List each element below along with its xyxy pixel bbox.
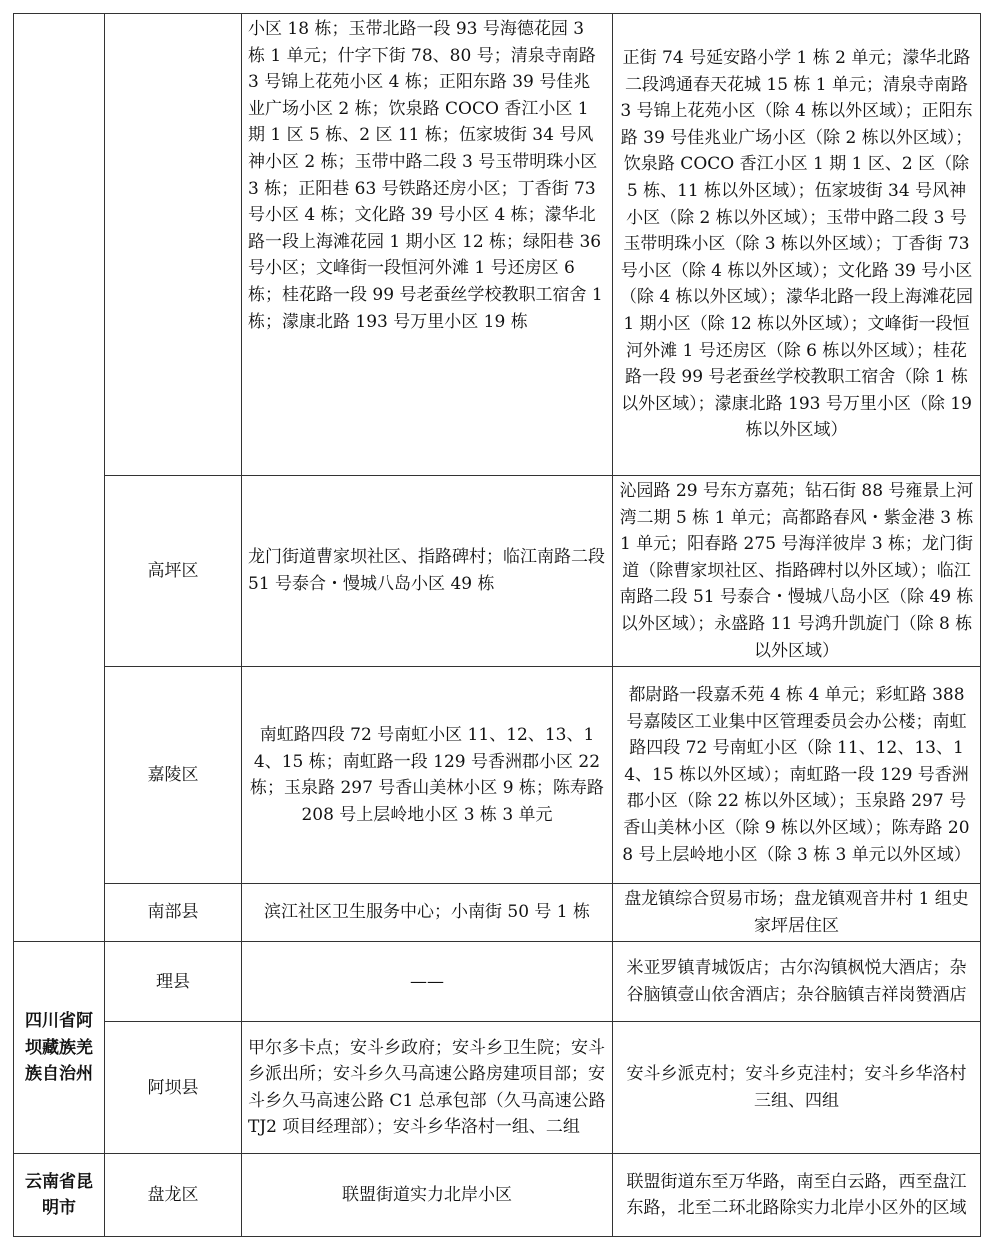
low-risk-cell: 米亚罗镇青城饭店；古尔沟镇枫悦大酒店；杂谷脑镇壹山依舍酒店；杂谷脑镇吉祥岗赞酒店 (613, 942, 981, 1022)
high-risk-cell: 滨江社区卫生服务中心；小南街 50 号 1 栋 (242, 884, 613, 942)
risk-area-table (13, 13, 981, 1237)
table-row (14, 884, 981, 942)
district-cell: 南部县 (105, 884, 242, 942)
region-cell: 云南省昆明市 (14, 1154, 105, 1237)
low-risk-cell: 沁园路 29 号东方嘉苑；钻石街 88 号雍景上河湾二期 5 栋 1 单元；高都路春风・紫金港 3 栋 1 单元；阳春路 275 号海洋彼岸 3 栋；龙门街道（除曹家坝社区、指路碑村以外区域）；临江南路二段 51 号泰合・慢城八岛小区（除 49 栋以外区域）；永盛路 11 号鸿升凯旋门（除 8 栋以外区域） (613, 476, 981, 667)
region-cell: 四川省阿坝藏族羌族自治州 (14, 942, 105, 1154)
high-risk-cell: 小区 18 栋；玉带北路一段 93 号海德花园 3 栋 1 单元；什字下街 78、80 号；清泉寺南路 3 号锦上花苑小区 4 栋；正阳东路 39 号佳兆业广场小区 2 栋；饮泉路 COCO 香江小区 1 期 1 区 5 栋、2 区 11 栋；伍家坡街 34 号风神小区 2 栋；玉带中路二段 3 号玉带明珠小区 3 栋；正阳巷 63 号铁路还房小区；丁香街 73 号小区 4 栋；文化路 39 号小区 4 栋；濛华北路一段上海滩花园 1 期小区 12 栋；绿阳巷 36 号小区；文峰街一段恒河外滩 1 号还房区 6 栋；桂花路一段 99 号老蚕丝学校教职工宿舍 1 栋；濛康北路 193 号万里小区 19 栋 (242, 14, 613, 476)
table-row (14, 14, 981, 476)
district-cell: 阿坝县 (105, 1022, 242, 1154)
high-risk-cell: 龙门街道曹家坝社区、指路碑村；临江南路二段 51 号泰合・慢城八岛小区 49 栋 (242, 476, 613, 667)
table-row (14, 1154, 981, 1237)
district-cell (105, 14, 242, 476)
low-risk-cell: 正街 74 号延安路小学 1 栋 2 单元；濛华北路二段鸿通春天花城 15 栋 1 单元；清泉寺南路 3 号锦上花苑小区（除 4 栋以外区域）；正阳东路 39 号佳兆业广场小区（除 2 栋以外区域）；饮泉路 COCO 香江小区 1 期 1 区、2 区（除 5 栋、11 栋以外区域）；伍家坡街 34 号风神小区（除 2 栋以外区域）；玉带中路二段 3 号玉带明珠小区（除 3 栋以外区域）；丁香街 73 号小区（除 4 栋以外区域）；文化路 39 号小区（除 4 栋以外区域）；濛华北路一段上海滩花园 1 期小区（除 12 栋以外区域）；文峰街一段恒河外滩 1 号还房区（除 6 栋以外区域）；桂花路一段 99 号老蚕丝学校教职工宿舍（除 1 栋以外区域）；濛康北路 193 号万里小区（除 19 栋以外区域） (613, 14, 981, 476)
high-risk-cell: 联盟街道实力北岸小区 (242, 1154, 613, 1237)
table-row (14, 1022, 981, 1154)
region-cell (14, 14, 105, 942)
district-cell: 嘉陵区 (105, 667, 242, 884)
low-risk-cell: 都尉路一段嘉禾苑 4 栋 4 单元；彩虹路 388 号嘉陵区工业集中区管理委员会办公楼；南虹路四段 72 号南虹小区（除 11、12、13、14、15 栋以外区域）；南虹路一段 129 号香洲郡小区（除 22 栋以外区域）；玉泉路 297 号香山美林小区（除 9 栋以外区域）；陈寿路 208 号上层岭地小区（除 3 栋 3 单元以外区域） (613, 667, 981, 884)
district-cell: 盘龙区 (105, 1154, 242, 1237)
low-risk-cell: 安斗乡派克村；安斗乡克洼村；安斗乡华洛村三组、四组 (613, 1022, 981, 1154)
low-risk-cell: 联盟街道东至万华路，南至白云路，西至盘江东路，北至二环北路除实力北岸小区外的区域 (613, 1154, 981, 1237)
table-row (14, 942, 981, 1022)
table-row (14, 667, 981, 884)
high-risk-cell: —— (242, 942, 613, 1022)
district-cell: 理县 (105, 942, 242, 1022)
high-risk-cell: 甲尔多卡点；安斗乡政府；安斗乡卫生院；安斗乡派出所；安斗乡久马高速公路房建项目部；安斗乡久马高速公路 C1 总承包部（久马高速公路 TJ2 项目经理部）；安斗乡华洛村一组、二组 (242, 1022, 613, 1154)
district-cell: 高坪区 (105, 476, 242, 667)
high-risk-cell: 南虹路四段 72 号南虹小区 11、12、13、14、15 栋；南虹路一段 129 号香洲郡小区 22 栋；玉泉路 297 号香山美林小区 9 栋；陈寿路 208 号上层岭地小区 3 栋 3 单元 (242, 667, 613, 884)
low-risk-cell: 盘龙镇综合贸易市场；盘龙镇观音井村 1 组史家坪居住区 (613, 884, 981, 942)
table-row (14, 476, 981, 667)
